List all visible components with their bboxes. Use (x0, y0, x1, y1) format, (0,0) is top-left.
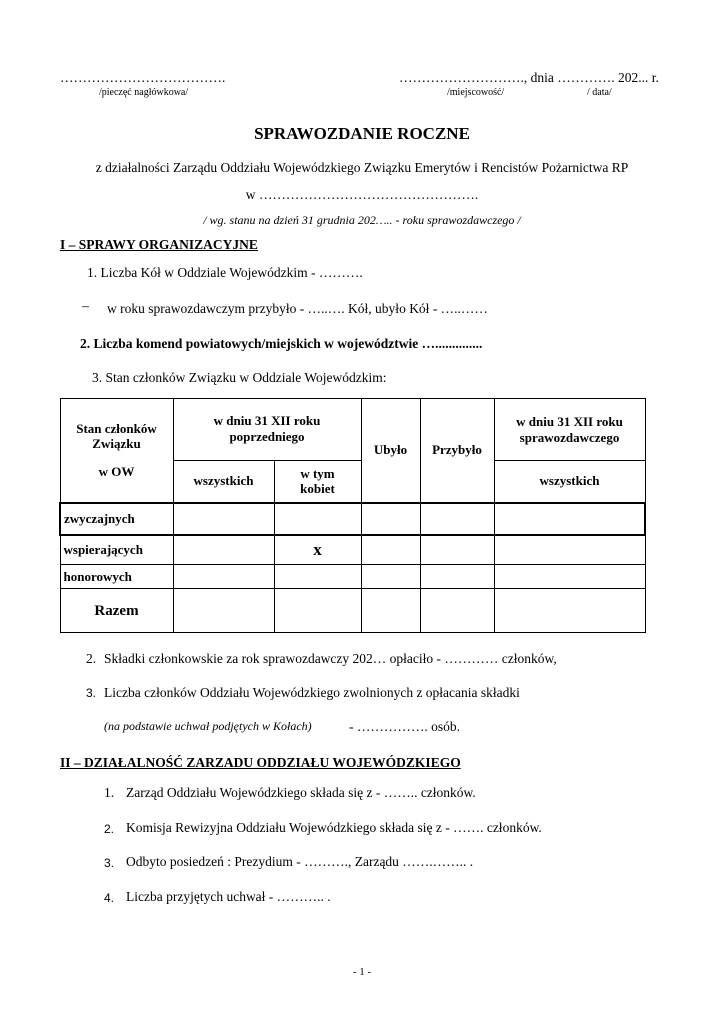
item-kola-count: 1. Liczba Kół w Oddziale Wojewódzkim - ………. (87, 265, 363, 280)
item-meetings: Odbyto posiedzeń : Prezydium - ………., Zarządu …….…….. . (126, 854, 474, 869)
table-cell[interactable] (361, 589, 420, 633)
table-row (60, 565, 645, 589)
table-cell[interactable] (494, 535, 645, 565)
table-cell[interactable] (361, 503, 420, 535)
header-all-prev: wszystkich (173, 461, 274, 503)
table-cell[interactable] (420, 503, 494, 535)
table-cell[interactable] (494, 565, 645, 589)
header-increased: Przybyło (420, 399, 494, 503)
item-komendy: 2. Liczba komend powiatowych/miejskich w województwie ….............. (80, 336, 483, 351)
header-member-status (60, 399, 173, 503)
table-cell[interactable] (274, 589, 361, 633)
item-meetings-num: 3. (104, 856, 115, 870)
date-label: / data/ (587, 87, 612, 98)
table-cell[interactable] (494, 503, 645, 535)
document-title: SPRAWOZDANIE ROCZNE (254, 124, 470, 143)
table-cell[interactable] (361, 565, 420, 589)
item-board: Zarząd Oddziału Wojewódzkiego składa się z - …….. członków. (126, 785, 476, 800)
section2-heading: II – DZIAŁALNOŚĆ ZARZADU ODDZIAŁU WOJEWÓDZKIEGO (60, 755, 461, 770)
header-all-report: wszystkich (494, 461, 645, 503)
item-kola-change: w roku sprawozdawczym przybyło - …..…. Kół, ubyło Kół - …..…… (107, 301, 488, 316)
header-member-status-l1: Stan członków Związku (76, 420, 157, 452)
header-decreased: Ubyło (361, 399, 420, 503)
place-date-line: ………………………., dnia …………. 202... r. (399, 70, 659, 85)
item-exempt-persons: - ……………. osób. (349, 719, 460, 734)
as-of-date: / wg. stanu na dzień 31 grudnia 202….. - roku sprawozdawczego / (203, 213, 521, 227)
item-resolutions-num: 4. (104, 891, 115, 905)
row-label: zwyczajnych (60, 503, 173, 535)
item-exempt: Liczba członków Oddziału Wojewódzkiego zwolnionych z opłacania składki (104, 685, 520, 700)
table-cell[interactable] (420, 565, 494, 589)
cross-mark: x (274, 535, 361, 565)
table-cell[interactable] (420, 535, 494, 565)
stamp-dots: ………………………………. (60, 70, 226, 85)
item-audit-num: 2. (104, 822, 115, 836)
item-audit: Komisja Rewizyjna Oddziału Wojewódzkiego składa się z - ……. członków. (126, 820, 542, 835)
members-table (59, 398, 646, 633)
row-label-total: Razem (60, 589, 173, 633)
table-cell[interactable] (173, 589, 274, 633)
section1-heading: I – SPRAWY ORGANIZACYJNE (60, 237, 258, 252)
item-exempt-num: 3. (86, 686, 97, 700)
table-row (60, 503, 645, 535)
table-cell[interactable] (420, 589, 494, 633)
document-subtitle: z działalności Zarządu Oddziału Wojewódzkiego Związku Emerytów i Rencistów Pożarnictwa RP (95, 160, 629, 175)
page-number: - 1 - (352, 966, 372, 978)
stamp-label: /pieczęć nagłówkowa/ (99, 87, 189, 98)
table-cell[interactable] (274, 503, 361, 535)
item-board-num: 1. (104, 785, 115, 800)
item-exempt-note: (na podstawie uchwał podjętych w Kołach) (104, 719, 312, 733)
table-row (60, 589, 645, 633)
table-cell[interactable] (173, 535, 274, 565)
item-dues-num: 2. (86, 651, 97, 666)
header-prev-year: w dniu 31 XII roku poprzedniego (173, 399, 361, 461)
header-report-year: w dniu 31 XII roku sprawozdawczego (494, 399, 645, 461)
table-cell[interactable] (361, 535, 420, 565)
table-cell[interactable] (173, 565, 274, 589)
row-label: wspierających (60, 535, 173, 565)
item-members-state: 3. Stan członków Związku w Oddziale Wojewódzkim: (92, 370, 387, 385)
header-women: w tym kobiet (274, 461, 361, 503)
header-member-status-l2: w OW (98, 464, 135, 480)
in-line: w …………………………………………. (245, 187, 479, 202)
row-label: honorowych (60, 565, 173, 589)
table-row (60, 535, 645, 565)
table-cell[interactable] (494, 589, 645, 633)
table-cell[interactable] (274, 565, 361, 589)
dash-bullet: – (82, 299, 89, 314)
item-dues: Składki członkowskie za rok sprawozdawczy 202… opłaciło - ………… członków, (104, 651, 557, 666)
item-resolutions: Liczba przyjętych uchwał - ……….. . (126, 889, 331, 904)
place-label: /miejscowość/ (447, 87, 505, 98)
table-cell[interactable] (173, 503, 274, 535)
